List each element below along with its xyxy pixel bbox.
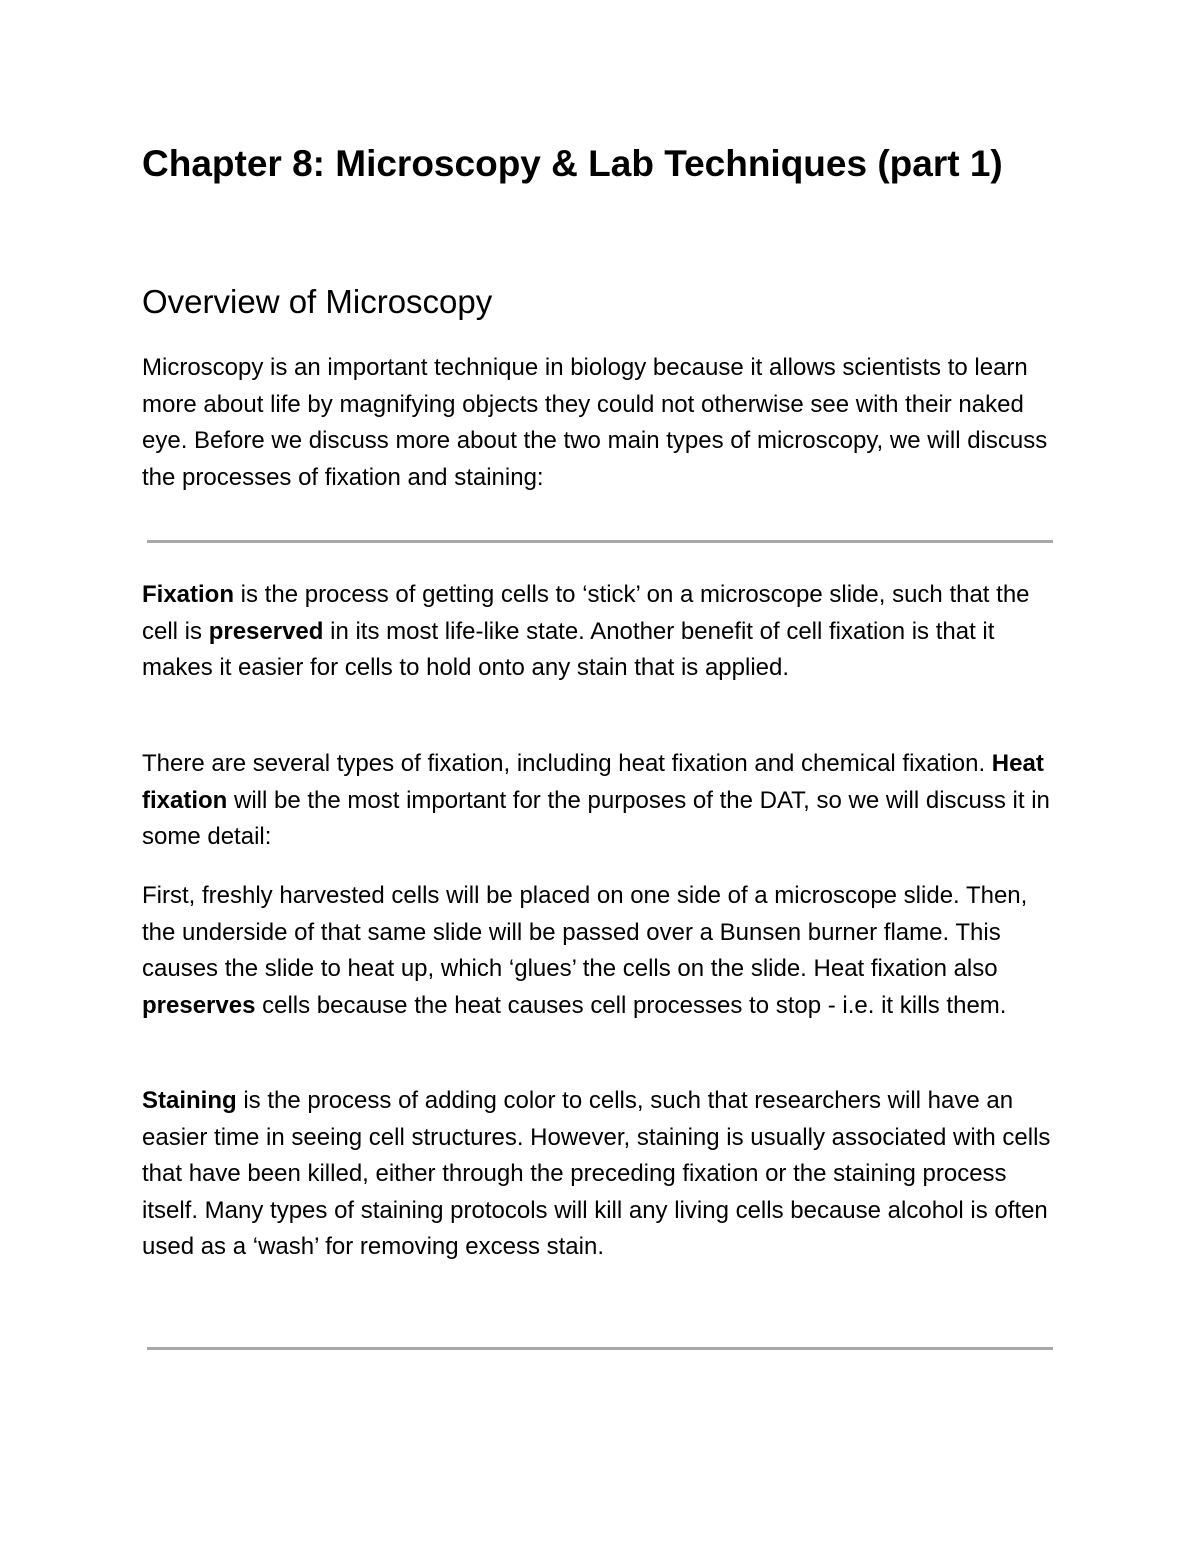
fixation-text-2: in its most life-like state. Another benefit of cell fixation is that it makes it easier for cells to hold onto any stain that is applied. [142, 617, 995, 681]
section-heading: Overview of Microscopy [142, 283, 493, 320]
section-divider [147, 540, 1053, 543]
heat-fixation-paragraph [142, 878, 1067, 1024]
fixation-term: Fixation [142, 581, 235, 608]
intro-paragraph: Microscopy is an important technique in biology because it allows scientists to learn more about life by magnifying objects they could not otherwise see with their naked eye. Before we discuss more about the two main types of microscopy, we will discuss the processes of fixation and staining: [142, 354, 1048, 491]
heat-fixation-text-2: cells because the heat causes cell processes to stop - i.e. it kills them. [255, 991, 1007, 1019]
staining-paragraph [142, 1083, 1067, 1266]
staining-term: Staining [142, 1087, 237, 1114]
fixation-types-paragraph [142, 746, 1067, 856]
fixation-types-text-2: will be the most important for the purposes of the DAT, so we will discuss it in some detail: [142, 786, 1050, 850]
preserves-emphasis: preserves [142, 991, 256, 1019]
chapter-title: Chapter 8: Microscopy & Lab Techniques (part 1) [142, 143, 1003, 184]
fixation-text-1: is the process of getting cells to ‘stick’ on a microscope slide, such that the cell is [142, 581, 1030, 645]
fixation-paragraph [142, 577, 1067, 687]
preserved-emphasis: preserved [208, 617, 324, 645]
fixation-types-text-1: There are several types of fixation, including heat fixation and chemical fixation. [142, 750, 992, 777]
heat-fixation-text-1: First, freshly harvested cells will be placed on one side of a microscope slide. Then, the underside of that same slide will be passed over a Bunsen burner flame. This causes the slide to heat up, which ‘glues’ the cells on the slide. Heat fixation also [142, 882, 1028, 982]
heat-fixation-term: Heat fixation [142, 750, 1044, 814]
staining-text-1: is the process of adding color to cells, such that researchers will have an easier time in seeing cell structures. However, staining is usually associated with cells that have been killed, either through the preceding fixation or the staining process itself. Many types of staining protocols will kill any living cells because alcohol is often used as a ‘wash’ for removing excess stain. [142, 1087, 1051, 1260]
bottom-divider [147, 1347, 1053, 1350]
